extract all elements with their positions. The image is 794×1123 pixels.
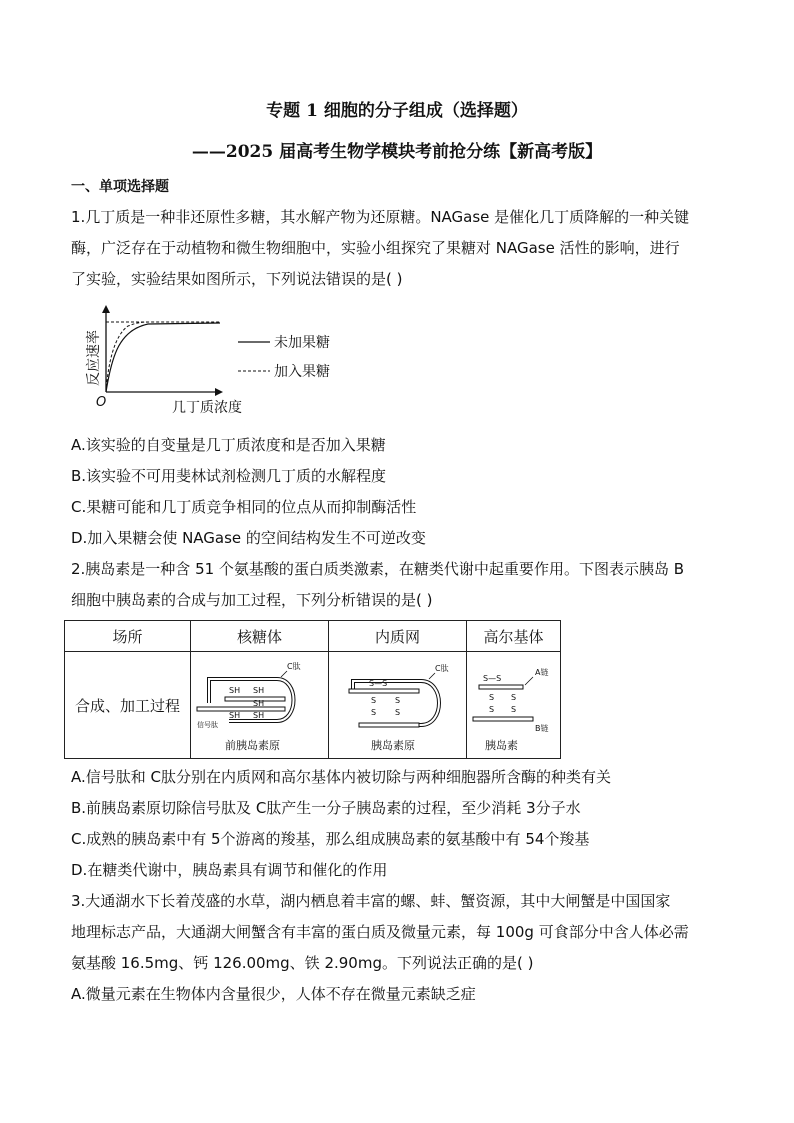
c-peptide-label: C肽 — [286, 662, 301, 671]
x-axis-arrow — [215, 388, 223, 396]
page-title: 专题 1 细胞的分子组成（选择题） — [266, 101, 528, 121]
table-header: 场所 — [65, 621, 191, 652]
x-axis-label: 几丁质浓度 — [172, 400, 242, 416]
proinsulin-diagram — [333, 655, 463, 755]
s-label: S — [510, 693, 516, 702]
curve-no-fructose — [106, 323, 220, 392]
section-heading: 一、单项选择题 — [71, 179, 169, 195]
insulin-process-table — [64, 620, 561, 759]
proinsulin-caption: 胰岛素原 — [370, 739, 415, 752]
table-row-label: 合成、加工过程 — [65, 652, 191, 759]
table-header: 高尔基体 — [467, 621, 561, 652]
q3-stem-line: 氨基酸 16.5mg、钙 126.00mg、铁 2.90mg。下列说法正确的是( ) — [71, 954, 534, 972]
ss-label: S—S — [368, 679, 387, 688]
c-peptide-label: C肽 — [434, 664, 449, 673]
golgi-cell — [467, 652, 561, 759]
q1-option-c: C.果糖可能和几丁质竞争相同的位点从而抑制酶活性 — [71, 498, 417, 516]
page-subtitle: ——2025 届高考生物学模块考前抢分练【新高考版】 — [191, 142, 603, 162]
curve-with-fructose — [106, 322, 220, 392]
q1-option-d: D.加入果糖会使 NAGase 的空间结构发生不可逆改变 — [71, 529, 426, 547]
q1-stem-line: 了实验，实验结果如图所示，下列说法错误的是( ) — [71, 270, 403, 288]
q2-option-a: A.信号肽和 C肽分别在内质网和高尔基体内被切除与两种细胞器所含酶的种类有关 — [71, 768, 612, 786]
q2-stem-line: 2.胰岛素是一种含 51 个氨基酸的蛋白质类激素，在糖类代谢中起重要作用。下图表示胰岛 B — [71, 560, 684, 578]
s-label: S — [394, 708, 400, 717]
origin-label: O — [96, 395, 107, 410]
insulin-diagram — [469, 655, 559, 755]
q2-option-c: C.成熟的胰岛素中有 5个游离的羧基，那么组成胰岛素的氨基酸中有 54个羧基 — [71, 830, 590, 848]
sh-label: SH — [228, 711, 240, 720]
s-label: S — [394, 696, 400, 705]
legend-solid-label: 未加果糖 — [274, 335, 330, 351]
q1-option-a: A.该实验的自变量是几丁质浓度和是否加入果糖 — [71, 436, 386, 454]
q1-stem-line: 酶，广泛存在于动植物和微生物细胞中，实验小组探究了果糖对 NAGase 活性的影响，进行 — [71, 239, 680, 257]
q2-stem-line: 细胞中胰岛素的合成与加工过程，下列分析错误的是( ) — [71, 591, 433, 609]
er-cell — [329, 652, 467, 759]
table-header: 内质网 — [329, 621, 467, 652]
insulin-caption: 胰岛素 — [484, 739, 518, 752]
q3-stem-line: 地理标志产品，大通湖大闸蟹含有丰富的蛋白质及微量元素，每 100g 可食部分中含人体必需 — [71, 923, 689, 941]
q1-stem-line: 1.几丁质是一种非还原性多糖，其水解产物为还原糖。NAGase 是催化几丁质降解的一种关键 — [71, 208, 690, 226]
legend-dashed-label: 加入果糖 — [274, 364, 330, 380]
s-label: S — [510, 705, 516, 714]
s-label: S — [488, 705, 494, 714]
table-header: 核糖体 — [191, 621, 329, 652]
q3-option-a: A.微量元素在生物体内含量很少，人体不存在微量元素缺乏症 — [71, 985, 476, 1003]
ribosome-cell — [191, 652, 329, 759]
sh-label: SH — [228, 686, 240, 695]
q2-option-b: B.前胰岛素原切除信号肽及 C肽产生一分子胰岛素的过程，至少消耗 3分子水 — [71, 799, 581, 817]
a-chain-label: A链 — [534, 668, 548, 677]
preproinsulin-diagram — [195, 655, 325, 755]
y-axis-label: 反应速率 — [86, 330, 102, 386]
rate-curve-figure — [78, 304, 368, 416]
s-label: S — [488, 693, 494, 702]
sh-label: SH — [252, 699, 264, 708]
y-axis-arrow — [102, 305, 110, 313]
q3-stem-line: 3.大通湖水下长着茂盛的水草，湖内栖息着丰富的螺、蚌、蟹资源，其中大闸蟹是中国国家 — [71, 892, 671, 910]
q2-option-d: D.在糖类代谢中，胰岛素具有调节和催化的作用 — [71, 861, 388, 879]
sh-label: SH — [252, 686, 264, 695]
ss-label: S—S — [482, 674, 501, 683]
s-label: S — [370, 708, 376, 717]
sh-label: SH — [252, 711, 264, 720]
signal-peptide-label: 信号肽 — [196, 721, 218, 729]
s-label: S — [370, 696, 376, 705]
q1-option-b: B.该实验不可用斐林试剂检测几丁质的水解程度 — [71, 467, 387, 485]
preproinsulin-caption: 前胰岛素原 — [224, 739, 280, 752]
b-chain-label: B链 — [534, 724, 548, 733]
